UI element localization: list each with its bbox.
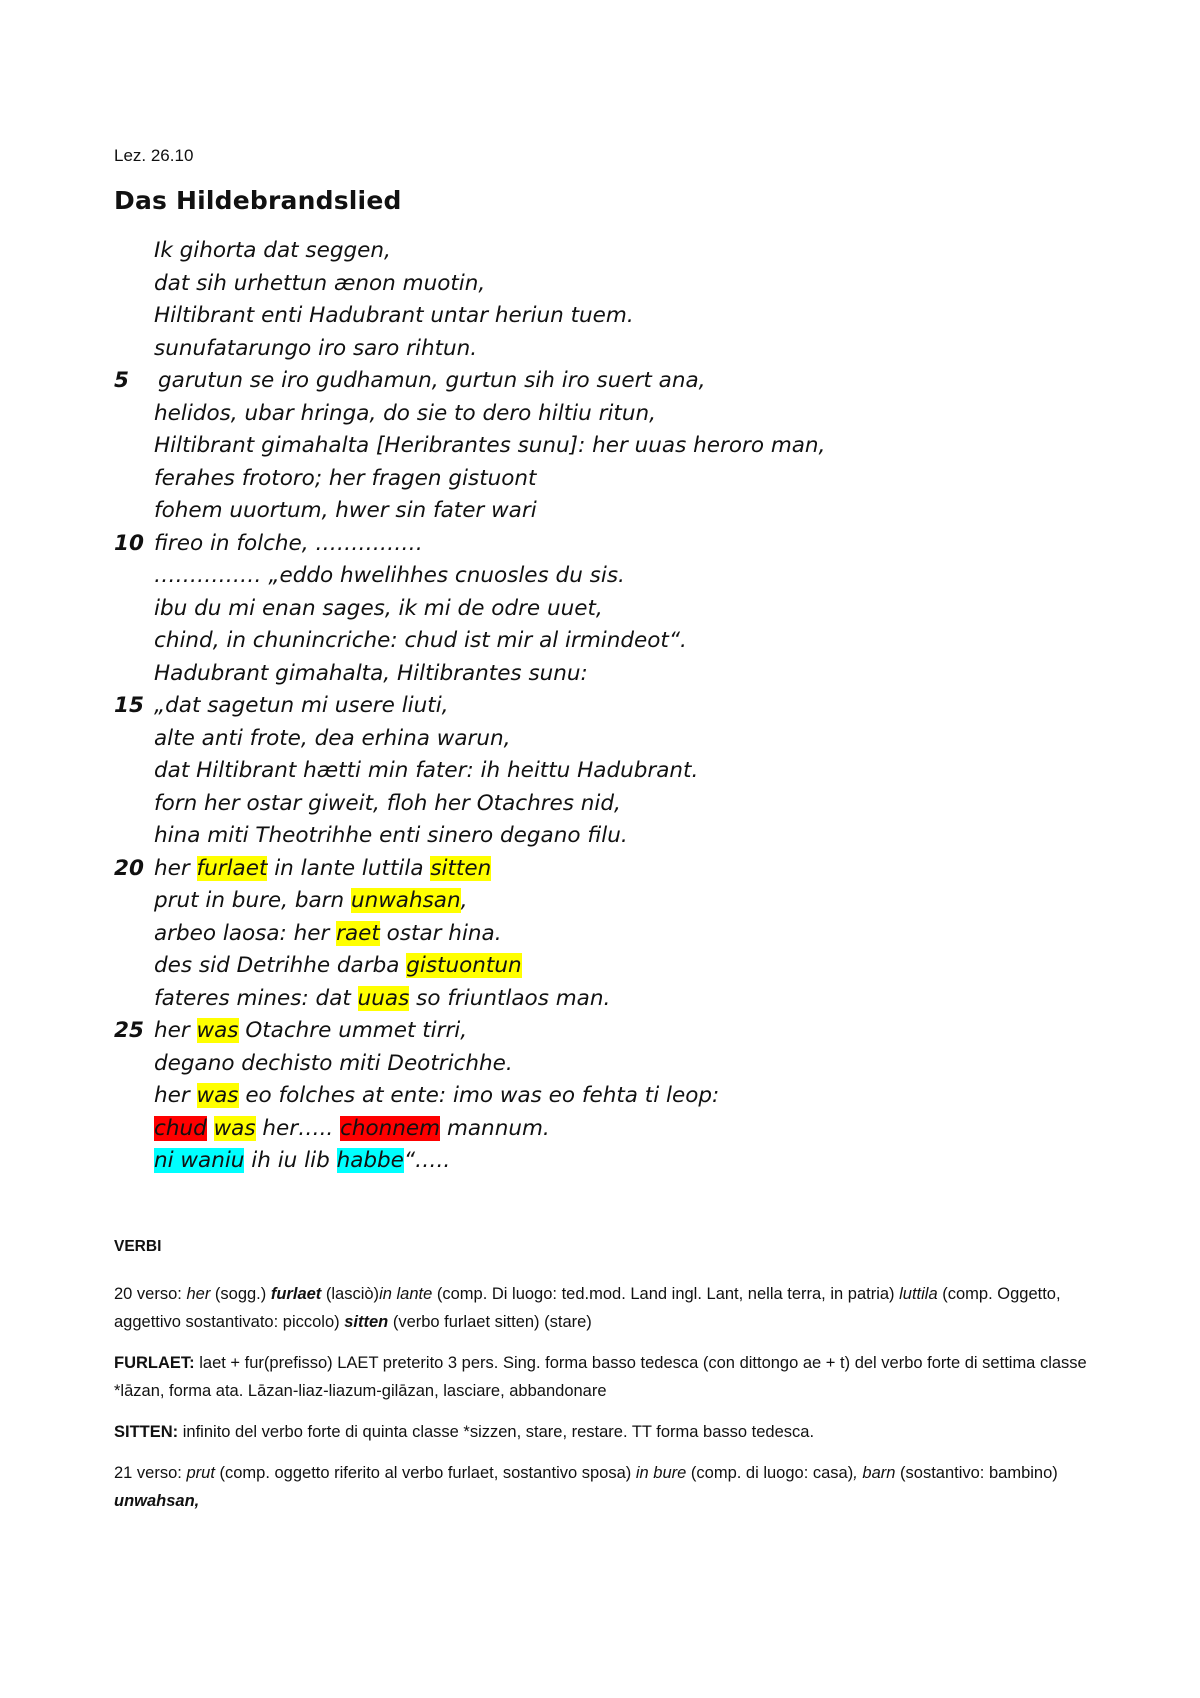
term-label: FURLAET: xyxy=(114,1354,195,1372)
highlighted-red: chud xyxy=(154,1115,207,1141)
text-segment: her….. xyxy=(255,1115,341,1141)
note-paragraph xyxy=(114,1349,1094,1405)
line-text: chind, in chunincriche: chud ist mir al irmindeot“. xyxy=(154,628,687,653)
line-text xyxy=(154,1080,719,1113)
text-segment: fateres mines: dat xyxy=(154,985,358,1011)
text-segment: 20 verso: xyxy=(114,1285,187,1303)
term: prut xyxy=(186,1464,215,1482)
highlighted-verb: furlaet xyxy=(196,855,268,881)
highlighted-verb: was xyxy=(213,1115,256,1141)
text-segment: laet + fur(prefisso) LAET preterito 3 pers. Sing. forma basso tedesca (con dittongo ae + t) del verbo forte di settima classe *lāzan, forma ata. Lāzan-liaz-liazum-gilāzan, lasciare, abbandonare xyxy=(114,1354,1087,1400)
text-segment: , xyxy=(460,888,468,913)
highlighted-verb: gistuontun xyxy=(406,953,522,978)
highlighted-verb: unwahsan xyxy=(350,888,461,913)
text-segment: eo folches at ente: imo was eo fehta ti leop: xyxy=(238,1083,720,1108)
line-text: forn her ostar giweit, floh her Otachres nid, xyxy=(154,790,621,816)
text-segment: arbeo laosa: her xyxy=(154,920,337,946)
text-segment: her xyxy=(154,1083,197,1108)
line-text xyxy=(154,853,491,886)
term-label: SITTEN: xyxy=(114,1423,179,1441)
text-segment: degano dechisto miti Deotrichhe. xyxy=(154,1050,513,1076)
note-paragraph xyxy=(114,1459,1094,1515)
text-segment: (comp. di luogo: casa) xyxy=(686,1464,854,1482)
text-segment: (sogg.) xyxy=(210,1285,271,1303)
note-paragraph xyxy=(114,1280,1094,1336)
highlighted-red: chonnem xyxy=(340,1115,441,1141)
line-text xyxy=(154,918,502,951)
term: luttila xyxy=(899,1285,938,1303)
verb-notes xyxy=(114,1233,1094,1528)
line-number: 5 xyxy=(114,368,129,393)
text-segment: 21 verso: xyxy=(114,1464,187,1482)
line-text: sunufatarungo iro saro rihtun. xyxy=(154,335,478,361)
text-segment: so friuntlaos man. xyxy=(409,985,611,1011)
line-number: 25 xyxy=(114,1018,144,1043)
line-text: Ik gihorta dat seggen, xyxy=(154,238,391,263)
text-segment xyxy=(207,1116,214,1141)
highlighted-verb: was xyxy=(196,1018,239,1043)
line-text: fohem uuortum, hwer sin fater wari xyxy=(154,498,537,523)
line-number: 10 xyxy=(114,530,144,556)
line-number: 15 xyxy=(114,693,144,718)
line-text: Hiltibrant enti Hadubrant untar heriun tuem. xyxy=(154,303,634,328)
text-segment: Otachre ummet tirri, xyxy=(238,1018,468,1043)
term: sitten xyxy=(344,1313,389,1331)
text-segment: prut in bure, barn xyxy=(154,888,351,913)
line-text: alte anti frote, dea erhina warun, xyxy=(154,725,511,751)
text-segment: (lasciò) xyxy=(321,1285,380,1303)
line-text xyxy=(154,1048,513,1081)
term: her xyxy=(186,1285,211,1303)
line-text: …………… „eddo hwelihhes cnuosles du sis. xyxy=(154,563,625,588)
line-text xyxy=(154,1145,450,1178)
line-text: fireo in folche, …………… xyxy=(154,530,423,556)
text-segment: (comp. Di luogo: ted.mod. Land ingl. Lant, nella terra, in patria) xyxy=(432,1285,895,1303)
text-segment: mannum. xyxy=(440,1115,550,1141)
line-text: dat sih urhettun ænon muotin, xyxy=(154,270,486,296)
line-text: Hadubrant gimahalta, Hiltibrantes sunu: xyxy=(154,660,588,686)
line-text: hina miti Theotrihhe enti sinero degano filu. xyxy=(154,823,628,848)
lesson-date: Lez. 26.10 xyxy=(114,146,194,165)
term: furlaet xyxy=(270,1285,322,1303)
term: in lante xyxy=(379,1285,433,1303)
text-segment: in lante luttila xyxy=(267,855,431,881)
text-segment: infinito del verbo forte di quinta classe *sizzen, stare, restare. TT forma basso tedesca. xyxy=(178,1423,815,1441)
highlighted-verb: sitten xyxy=(430,855,492,881)
line-text: ibu du mi enan sages, ik mi de odre uuet, xyxy=(154,595,603,621)
text-segment: ostar hina. xyxy=(379,920,502,946)
text-segment: her xyxy=(154,855,197,881)
term: in bure xyxy=(635,1464,687,1482)
line-text xyxy=(154,983,610,1016)
text-segment: “….. xyxy=(403,1148,451,1173)
highlighted-cyan: habbe xyxy=(336,1148,404,1173)
line-text: „dat sagetun mi usere liuti, xyxy=(154,693,449,718)
line-number: 20 xyxy=(114,855,144,881)
line-text: Hiltibrant gimahalta [Heribrantes sunu]: her uuas heroro man, xyxy=(154,433,826,458)
highlighted-verb: was xyxy=(196,1083,239,1108)
note-paragraph xyxy=(114,1418,1094,1446)
line-text xyxy=(154,1015,467,1048)
highlighted-verb: uuas xyxy=(357,985,410,1011)
text-segment: , xyxy=(853,1464,863,1482)
line-text xyxy=(154,1113,550,1146)
text-segment: (comp. Oggetto, aggettivo sostantivato: piccolo) xyxy=(114,1285,1061,1331)
text-segment: des sid Detrihhe darba xyxy=(154,953,407,978)
highlighted-verb: raet xyxy=(336,920,380,946)
highlighted-cyan: ni waniu xyxy=(154,1148,245,1173)
text-segment: (comp. oggetto riferito al verbo furlaet, sostantivo sposa) xyxy=(214,1464,636,1482)
line-text: garutun se iro gudhamun, gurtun sih iro suert ana, xyxy=(158,368,706,393)
text-segment: her xyxy=(154,1018,197,1043)
term: unwahsan, xyxy=(114,1492,200,1510)
line-text xyxy=(154,885,467,918)
line-text xyxy=(154,950,522,983)
line-text: helidos, ubar hringa, do sie to dero hiltiu ritun, xyxy=(154,400,656,426)
text-segment: (verbo furlaet sitten) (stare) xyxy=(388,1313,592,1331)
line-text: dat Hiltibrant hætti min fater: ih heittu Hadubrant. xyxy=(154,758,699,783)
line-text: ferahes frotoro; her fragen gistuont xyxy=(154,465,537,491)
document-title: Das Hildebrandslied xyxy=(114,186,402,215)
text-segment: (sostantivo: bambino) xyxy=(895,1464,1058,1482)
term: barn xyxy=(862,1464,896,1482)
section-heading: VERBI xyxy=(114,1238,162,1255)
text-segment: ih iu lib xyxy=(244,1148,337,1173)
